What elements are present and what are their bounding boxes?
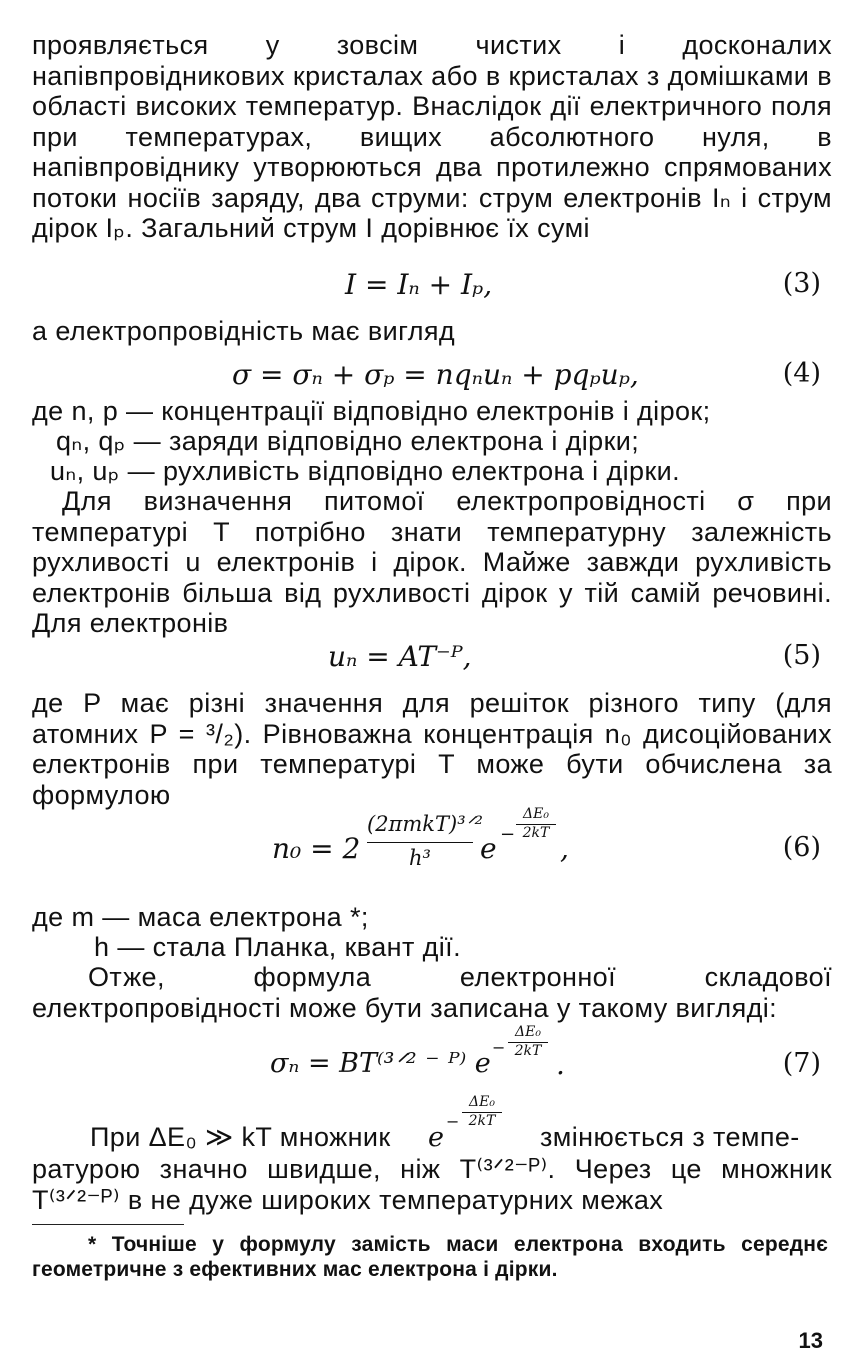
paragraph-5-mid: змінюється з темпе- <box>540 1122 800 1152</box>
equation-6-numerator: (2πmkT)³ᐟ² <box>367 812 483 836</box>
equation-7-main: σₙ = BT⁽³ᐟ² ⁻ ᴾ⁾ e <box>270 1048 491 1079</box>
footnote-rule <box>32 1224 184 1225</box>
definition-q: qₙ, qₚ — заряди відповідно електрона і дірки; <box>56 426 640 456</box>
paragraph-4: Отже, формула електронної складової електропровідності може бути записана у такому вигляді: <box>32 962 832 1023</box>
text-before-eq4: а електропровідність має вигляд <box>32 316 456 346</box>
equation-3-number: (3) <box>782 268 821 299</box>
equation-6-fraction-bar <box>367 842 473 843</box>
equation-5-number: (5) <box>782 640 821 671</box>
equation-6-denominator: h³ <box>409 846 431 870</box>
equation-6-comma: , <box>560 832 569 865</box>
paragraph-5-exp-denominator: 2kT <box>468 1113 496 1129</box>
equation-3: I = Iₙ + Iₚ, <box>345 268 493 301</box>
equation-7-exp-denominator: 2kT <box>514 1043 542 1059</box>
paragraph-5-start: При ΔE₀ ≫ kT множник <box>90 1122 391 1152</box>
paragraph-5-rest: ратурою значно швидше, ніж T⁽³ᐟ²⁻ᴾ⁾. Через це множник T⁽³ᐟ²⁻ᴾ⁾ в не дуже широких температурних межах <box>32 1154 832 1215</box>
equation-7-number: (7) <box>782 1048 821 1079</box>
equation-4-number: (4) <box>782 358 821 389</box>
equation-6 <box>272 806 612 884</box>
equation-6-e: e <box>480 832 497 865</box>
equation-7 <box>270 1024 590 1084</box>
page-number: 13 <box>798 1328 823 1353</box>
definition-h: h — стала Планка, квант дії. <box>94 932 461 962</box>
equation-6-exp-denominator: 2kT <box>522 825 550 841</box>
definition-n-p: де n, p — концентрації відповідно електронів і дірок; <box>32 396 711 426</box>
equation-7-period: . <box>556 1048 565 1081</box>
paragraph-5-minus: − <box>446 1112 460 1131</box>
equation-6-exp-numerator: ΔE₀ <box>523 806 549 822</box>
paragraph-5-e: e <box>428 1122 444 1153</box>
equation-6-lhs: n₀ = 2 <box>272 832 361 865</box>
equation-5: uₙ = AT⁻ᴾ, <box>328 640 472 673</box>
paragraph-1: проявляється у зовсім чистих і досконалих напівпровідникових кристалах або в кристалах з домішками в області високих температур. Внаслідок дії електричного поля при температурах, вищих абсолютного нуля, в напівпровіднику утворюються два протилежно спрямованих потоки носіїв заряду, два струми: струм електронів Iₙ і струм дірок Iₚ. Загальний струм I дорівнює їх сумі <box>32 30 832 243</box>
paragraph-5-exp-numerator: ΔE₀ <box>469 1094 495 1110</box>
equation-6-number: (6) <box>782 832 821 863</box>
equation-6-minus: − <box>500 824 516 845</box>
footnote: * Точніше у формулу замість маси електрона входить середнє геометричне з ефективних мас електрона і дірки. <box>32 1233 828 1281</box>
equation-4: σ = σₙ + σₚ = nqₙuₙ + pqₚuₚ, <box>232 358 639 391</box>
paragraph-5-first-line <box>32 1094 832 1153</box>
definition-u: uₙ, uₚ — рухливість відповідно електрона і дірки. <box>50 456 681 486</box>
equation-7-exp-numerator: ΔE₀ <box>515 1024 541 1040</box>
definition-m: де m — маса електрона *; <box>32 902 369 932</box>
paragraph-2: Для визначення питомої електропровідності σ при температурі T потрібно знати температурну залежність рухливості u електронів і дірок. Майже завжди рухливість електронів більша від рухливості дірок у тій самій речовині. Для електронів <box>32 486 832 638</box>
equation-7-minus: − <box>492 1038 506 1057</box>
paragraph-3: де P має різні значення для решіток різного типу (для атомних P = ³/₂). Рівноважна концентрація n₀ дисоційованих електронів при температурі T може бути обчислена за формулою <box>32 688 832 810</box>
